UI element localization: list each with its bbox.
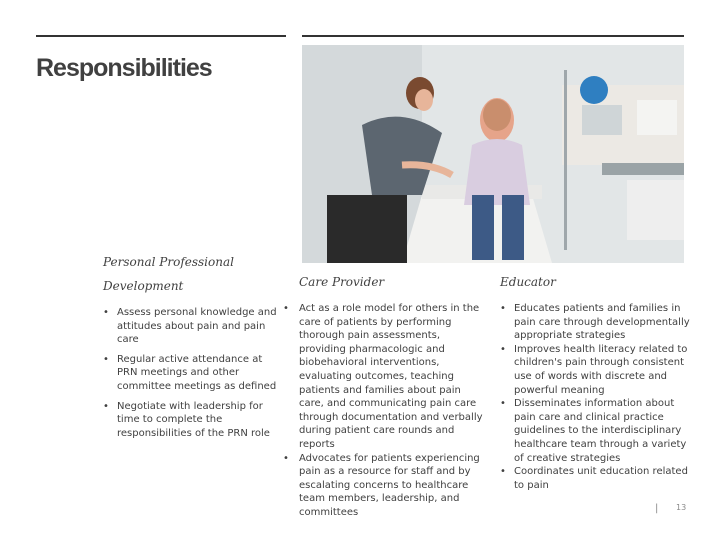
top-rule-left bbox=[36, 35, 286, 37]
footer-separator: | bbox=[655, 503, 659, 514]
list-item: • Negotiate with leadership for time to complete the responsibilities of the PRN role bbox=[103, 400, 270, 439]
list-item: • Act as a role model for others in the care of patients by performing thorough pain assessments, providing pharmacologic and biobehavioral interventions, evaluating outcomes, teaching patients and families about pain care, and communicating pain care through documentation and verbally during patient care rounds and reports bbox=[283, 303, 483, 450]
list-item: • Assess personal knowledge and attitudes about pain and pain care bbox=[103, 307, 277, 346]
clinic-photo bbox=[302, 45, 684, 263]
bullet-list bbox=[500, 302, 696, 492]
bullet-list bbox=[283, 302, 488, 520]
clinic-photo-illustration bbox=[302, 45, 684, 263]
top-rule-right bbox=[302, 35, 684, 37]
column-personal-professional-development bbox=[103, 250, 283, 446]
column-heading: Personal Professional Development bbox=[103, 255, 234, 293]
column-heading: Educator bbox=[500, 275, 556, 289]
list-item: • Coordinates unit education related to pain bbox=[500, 466, 688, 491]
column-care-provider bbox=[283, 270, 488, 520]
column-heading: Care Provider bbox=[299, 275, 385, 289]
slide-title: Responsibilities bbox=[36, 54, 212, 82]
column-educator bbox=[500, 270, 696, 492]
list-item: • Regular active attendance at PRN meetings and other committee meetings as defined bbox=[103, 353, 277, 392]
bullet-list bbox=[103, 306, 283, 440]
list-item: • Advocates for patients experiencing pain as a resource for staff and by escalating concerns to healthcare team members, leadership, and committees bbox=[283, 452, 480, 518]
list-item: • Disseminates information about pain care and clinical practice guidelines to the interdisciplinary healthcare team through a variety of creative strategies bbox=[500, 398, 687, 464]
list-item: • Improves health literacy related to children's pain through consistent use of words with discrete and powerful meaning bbox=[500, 343, 688, 396]
page-number: 13 bbox=[676, 503, 687, 512]
list-item: • Educates patients and families in pain care through developmentally appropriate strategies bbox=[500, 303, 690, 342]
